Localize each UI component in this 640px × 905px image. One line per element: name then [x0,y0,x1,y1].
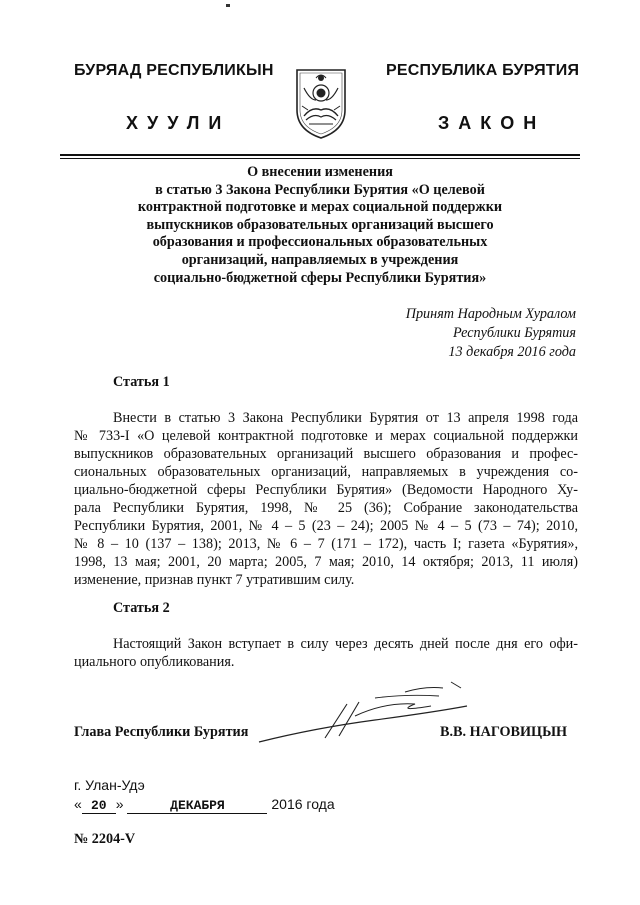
article-1-heading: Статья 1 [113,374,170,390]
title-line: выпускников образовательных организаций высшего [146,216,494,233]
article-2-heading: Статья 2 [113,600,170,616]
article-1-line: № 8 – 10 (137 – 138); 2013, № 6 – 7 (171 – 172), часть I; газета «Бурятия», [74,536,578,552]
signing-day: 20 [90,798,107,813]
adoption-line: Принят Народным Хуралом [405,306,576,322]
adoption-date: 13 декабря 2016 года [448,344,576,360]
article-1-line: рала Республики Бурятия, 1998, № 25 (36); Собрание законодательства [74,500,578,516]
article-1-line: Внести в статью 3 Закона Республики Бурятия от 13 апреля 1998 года [113,410,578,426]
scan-mark [226,4,230,7]
article-1-line: выпускников образовательных организаций высшего образования и профес- [74,446,578,462]
title-line: образования и профессиональных образовательных [152,234,488,251]
quote-close: » [115,796,124,812]
law-number: № 2204-V [74,831,136,847]
header-rule-thick [60,154,580,156]
header-rule-thin [60,158,580,159]
adoption-line: Республики Бурятия [452,325,576,341]
law-title [60,164,580,287]
article-2-line: Настоящий Закон вступает в силу через десять дней после дня его офи- [113,636,578,652]
signatory-title: Глава Республики Бурятия [74,724,249,740]
article-1-line: № 733-I «О целевой контрактной подготовке и мерах социальной поддержки [74,428,578,444]
article-1-line: 1998, 13 мая; 2001, 20 марта; 2005, 7 мая; 2010, 14 октября; 2013, 11 июля) [74,554,578,570]
header-left-law-word: ХУУЛИ [126,113,231,133]
title-line: организаций, направляемых в учреждения [181,251,459,268]
article-1-line: сиональных образовательных организаций, направляемых в учреждения со- [74,464,578,480]
article-1-line: изменение, признав пункт 7 утратившим силу. [74,572,355,588]
title-line: в статью 3 Закона Республики Бурятия «О целевой [155,181,485,198]
article-1-line: циально-бюджетной сферы Республики Бурятия» (Ведомости Народного Ху- [74,482,578,498]
header-right-republic: РЕСПУБЛИКА БУРЯТИЯ [386,62,580,79]
signing-date [74,796,335,814]
title-line: социально-бюджетной сферы Республики Бурятия» [153,269,487,286]
adoption-note [406,305,576,362]
header-right-law-word: ЗАКОН [438,113,546,133]
coat-of-arms-icon [294,66,348,140]
title-line: контрактной подготовке и мерах социальной поддержки [137,199,503,216]
article-2-line: циального опубликования. [74,654,235,670]
title-line: О внесении изменения [247,164,393,180]
article-1-line: Республики Бурятия, 2001, № 4 – 5 (23 – 24); 2005 № 4 – 5 (73 – 74); 2010, [74,518,578,534]
quote-open: « [74,796,82,812]
signing-year: 2016 года [271,796,335,812]
signatory-name: В.В. НАГОВИЦЫН [440,724,568,740]
signing-city: г. Улан-Удэ [74,777,145,793]
signing-month: ДЕКАБРЯ [170,798,225,813]
header-left-republic: БУРЯАД РЕСПУБЛИКЫН [74,62,274,79]
